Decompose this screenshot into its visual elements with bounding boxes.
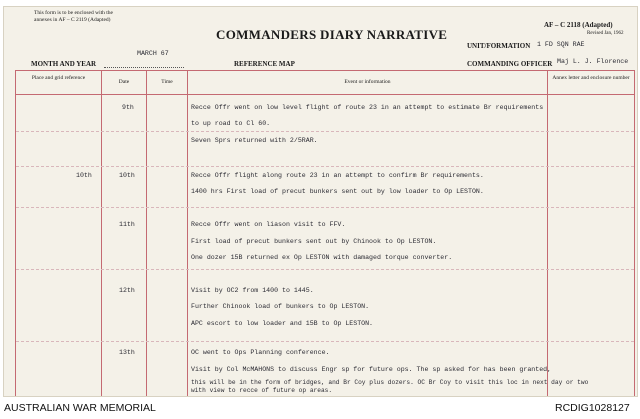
unit-formation-label: UNIT/FORMATION (467, 42, 531, 50)
entry-line: 1400 hrs First load of precut bunkers sent out by low loader to Op LESTON. (191, 188, 484, 195)
ruled-line (16, 131, 634, 132)
table-header-rule (15, 94, 635, 95)
archive-record-id: RCDIG1028127 (555, 402, 630, 414)
page-title: COMMANDERS DIARY NARRATIVE (216, 27, 448, 42)
place-date-divider (101, 70, 102, 396)
entry-line: One dozer 15B returned ex Op LESTON with damaged torque converter. (191, 254, 453, 261)
ruled-line (16, 269, 634, 270)
table-left-rule (15, 70, 16, 396)
entry-line: Visit by OC2 from 1400 to 1445. (191, 287, 314, 294)
entry-place: 10th (76, 172, 92, 179)
month-year-underline (104, 67, 184, 68)
entry-line: Recce Offr flight along route 23 in an attempt to confirm Br requirements. (191, 172, 484, 179)
entry-date: 11th (119, 221, 135, 228)
entry-line: Recce Offr went on low level flight of route 23 in an attempt to estimate Br requirements (191, 104, 544, 111)
entry-line: First load of precut bunkers sent out by Chinook to Op LESTON. (191, 238, 437, 245)
column-header-annex: Annex letter and enclosure number (552, 75, 630, 81)
month-year-label: MONTH AND YEAR (31, 60, 97, 68)
column-header-time: Time (161, 79, 173, 85)
commanding-officer-value: Maj L. J. Florence (557, 58, 629, 65)
ruled-line (16, 166, 634, 167)
ruled-line (16, 207, 634, 208)
entry-line: this will be in the form of bridges, and Br Coy plus dozers. OC Br Coy to visit this loc in next day or two (191, 379, 589, 386)
revised-date: Revised Jan, 1962 (587, 31, 624, 36)
unit-formation-value: 1 FD SQN RAE (537, 41, 585, 48)
entry-line: with view to recce of future op areas. (191, 387, 333, 394)
event-annex-divider (547, 70, 548, 396)
entry-line: OC went to Ops Planning conference. (191, 349, 330, 356)
entry-line: to up road to Cl 60. (191, 120, 271, 127)
commanding-officer-label: COMMANDING OFFICER (467, 60, 553, 68)
month-year-value: MARCH 67 (137, 50, 169, 57)
entry-date: 9th (122, 104, 134, 111)
entry-line: Visit by Col McMAHONS to discuss Engr sp for future ops. The sp asked for has been granted, (191, 366, 552, 373)
time-event-divider (187, 70, 188, 396)
enclosure-note-line2: annexes in AF – C 2119 (Adapted) (34, 17, 111, 23)
entry-date: 10th (119, 172, 135, 179)
entry-date: 13th (119, 349, 135, 356)
entry-date: 12th (119, 287, 135, 294)
entry-line: APC escort to low loader and 15B to Op LESTON. (191, 320, 374, 327)
column-header-place: Place and grid reference (31, 75, 86, 81)
table-top-rule (15, 70, 635, 71)
column-header-event: Event or information (344, 79, 391, 85)
date-time-divider (146, 70, 147, 396)
form-number: AF – C 2118 (Adapted) (544, 21, 613, 29)
diary-page (3, 6, 638, 397)
ruled-line (16, 341, 634, 342)
entry-line: Seven Sprs returned with 2/5RAR. (191, 137, 318, 144)
column-header-date: Date (118, 79, 130, 85)
reference-map-label: REFERENCE MAP (234, 60, 295, 68)
archive-credit: AUSTRALIAN WAR MEMORIAL (4, 402, 156, 414)
table-right-rule (634, 70, 635, 396)
entry-line: Recce Offr went on liason visit to FFV. (191, 221, 346, 228)
entry-line: Further Chinook load of bunkers to Op LESTON. (191, 303, 370, 310)
enclosure-note-line1: This form is to be enclosed with the (34, 10, 113, 16)
